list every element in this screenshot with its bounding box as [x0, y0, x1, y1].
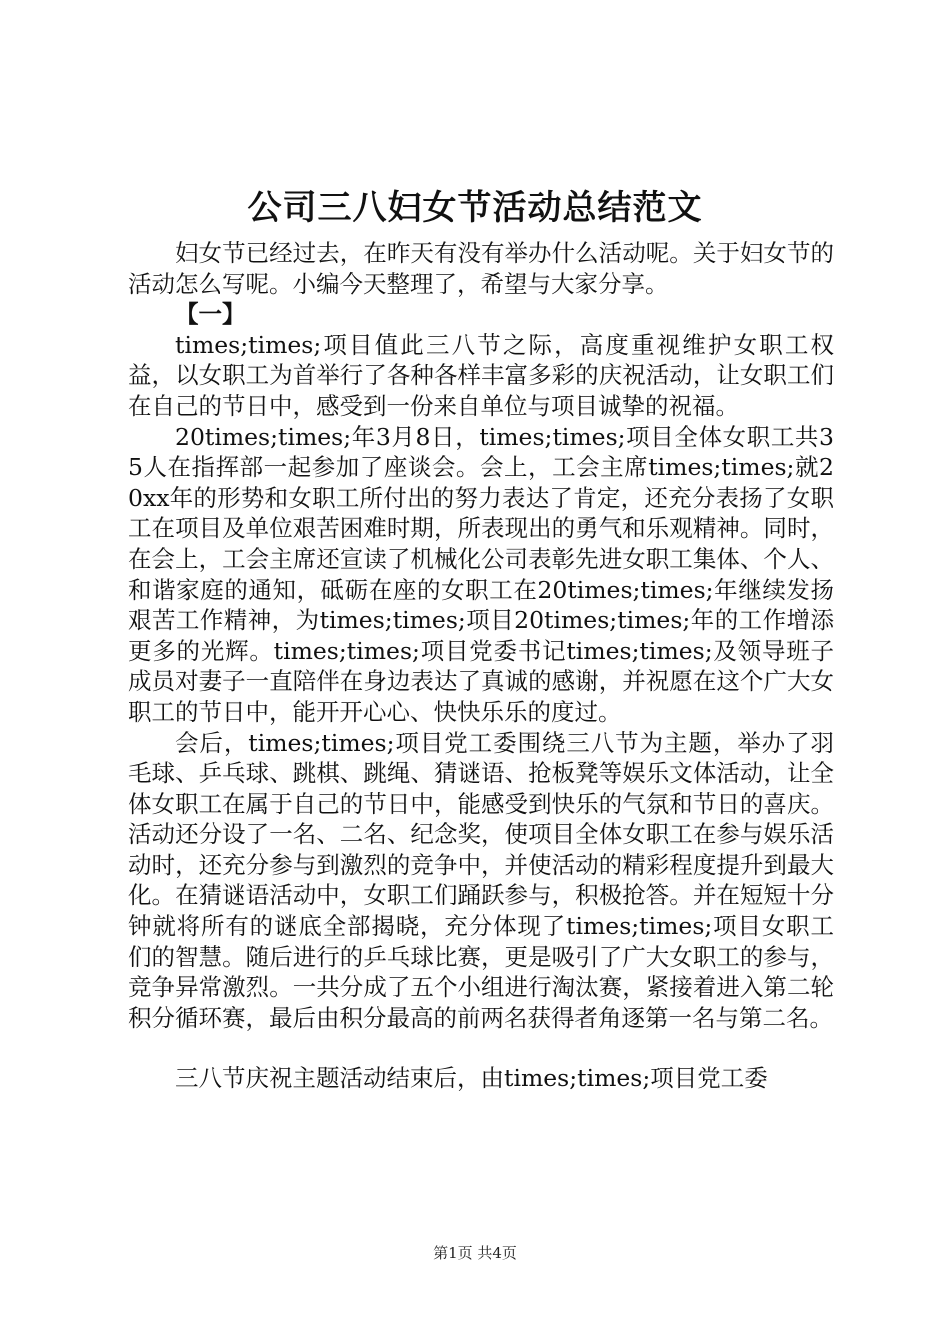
body-paragraph: times;times;项目值此三八节之际，高度重视维护女职工权益，以女职工为首举行了各种各样丰富多彩的庆祝活动，让女职工们在自己的节日中，感受到一份来自单位与项目诚挚的祝福。 — [128, 330, 834, 420]
document-title: 公司三八妇女节活动总结范文 — [247, 188, 703, 228]
body-paragraph: 20times;times;年3月8日，times;times;项目全体女职工共35人在指挥部一起参加了座谈会。会上，工会主席times;times;就20xx年的形势和女职工所付出的努力表达了肯定，还充分表扬了女职工在项目及单位艰苦困难时期，所表现出的勇气和乐观精神。同时，在会上，工会主席还宣读了机械化公司表彰先进女职工集体、个人、和谐家庭的通知，砥砺在座的女职工在20times;times;年继续发扬艰苦工作精神，为times;times;项目20times;times;年的工作增添更多的光辉。times;times;项目党委书记times;times;及领导班子成员对妻子一直陪伴在身边表达了真诚的感谢，并祝愿在这个广大女职工的节日中，能开开心心、快快乐乐的度过。 — [128, 422, 834, 726]
body-paragraph: 三八节庆祝主题活动结束后，由times;times;项目党工委 — [175, 1064, 768, 1093]
paragraph-gap — [128, 1033, 834, 1063]
document-body — [128, 238, 834, 1094]
body-paragraph: 会后，times;times;项目党工委围绕三八节为主题，举办了羽毛球、乒乓球、跳棋、跳绳、猜谜语、抢板凳等娱乐文体活动，让全体女职工在属于自己的节日中，能感受到快乐的气氛和节日的喜庆。活动还分设了一名、二名、纪念奖，使项目全体女职工在参与娱乐活动时，还充分参与到激烈的竞争中，并使活动的精彩程度提升到最大化。在猜谜语活动中，女职工们踊跃参与，积极抢答。并在短短十分钟就将所有的谜底全部揭晓，充分体现了times;times;项目女职工们的智慧。随后进行的乒乓球比赛，更是吸引了广大女职工的参与，竞争异常激烈。一共分成了五个小组进行淘汰赛，紧接着进入第二轮积分循环赛，最后由积分最高的前两名获得者角逐第一名与第二名。 — [128, 728, 834, 1032]
section-marker: 【一】 — [175, 300, 246, 329]
page-number-footer: 第1页 共4页 — [433, 1244, 517, 1262]
intro-paragraph: 妇女节已经过去，在昨天有没有举办什么活动呢。关于妇女节的活动怎么写呢。小编今天整理了，希望与大家分享。 — [128, 239, 834, 298]
